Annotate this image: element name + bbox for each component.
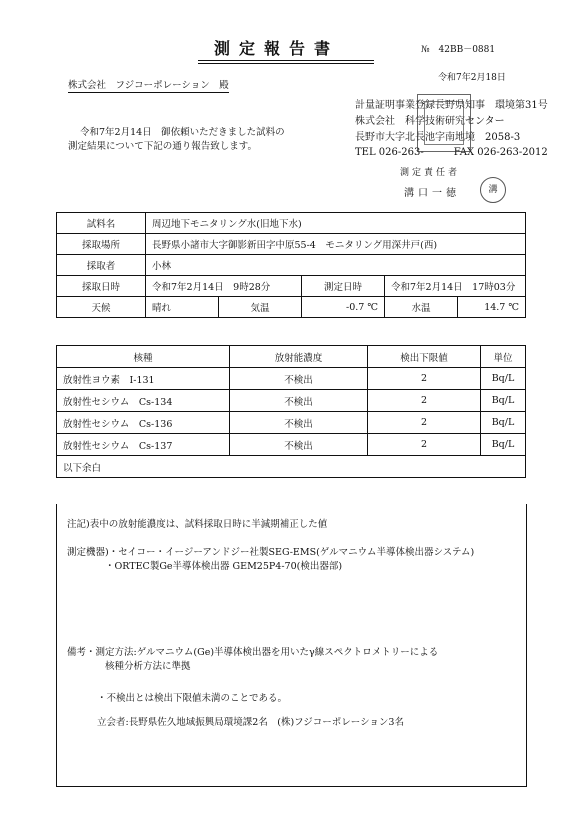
nuclide: 放射性ヨウ素 I-131 — [57, 368, 230, 390]
sample-place: 長野県小諸市大字御影新田字中原55-4 モニタリング用深井戸(西) — [146, 234, 526, 255]
unit: Bq/L — [481, 390, 526, 412]
measure-label: 測定日時 — [302, 276, 385, 297]
client-name: 株式会社 フジコーポレーション 殿 — [68, 77, 229, 93]
nuclide: 放射性セシウム Cs-134 — [57, 390, 230, 412]
sample-name-label: 試料名 — [57, 213, 146, 234]
report-number: № 42BB－0881 — [421, 45, 496, 55]
sample-name: 周辺地下モニタリング水(旧地下水) — [146, 213, 526, 234]
nuclide: 放射性セシウム Cs-136 — [57, 412, 230, 434]
header-detection-limit: 検出下限値 — [368, 346, 481, 368]
intro-line-1: 令和7年2月14日 御依頼いただきました試料の — [80, 127, 285, 138]
table-row — [57, 390, 526, 412]
company-seal-icon — [417, 94, 471, 152]
nuclide: 放射性セシウム Cs-137 — [57, 434, 230, 456]
weather: 晴れ — [146, 297, 219, 318]
intro-line-2: 測定結果について下記の通り報告致します。 — [68, 141, 258, 152]
note-correction: 注記)表中の放射能濃度は、試料採取日時に半減期補正した値 — [67, 519, 328, 530]
remark-not-detected: ・不検出とは検出下限値未満のことである。 — [97, 693, 288, 704]
detection-limit: 2 — [368, 368, 481, 390]
header-nuclide: 核種 — [57, 346, 230, 368]
collector-label: 採取者 — [57, 255, 146, 276]
air-temp-label: 気温 — [219, 297, 302, 318]
table-row — [57, 412, 526, 434]
place-label: 採取場所 — [57, 234, 146, 255]
lab-address: 長野市大字北長池字南地境 2058-3 — [355, 132, 521, 143]
collector: 小林 — [146, 255, 526, 276]
concentration: 不検出 — [230, 368, 368, 390]
measure-datetime: 令和7年2月14日 17時03分 — [385, 276, 526, 297]
air-temp: -0.7 ℃ — [302, 297, 385, 318]
water-temp: 14.7 ℃ — [458, 297, 526, 318]
unit: Bq/L — [481, 412, 526, 434]
table-row — [57, 456, 526, 478]
equipment-1: 測定機器)・セイコー・イージーアンドジー社製SEG-EMS(ゲルマニウム半導体検出器システム) — [67, 547, 475, 558]
concentration: 不検出 — [230, 412, 368, 434]
header-unit: 単位 — [481, 346, 526, 368]
weather-label: 天候 — [57, 297, 146, 318]
equipment-2: ・ORTEC製Ge半導体検出器 GEM25P4-70(検出器部) — [105, 561, 343, 572]
unit: Bq/L — [481, 368, 526, 390]
lab-registration: 計量証明事業登録長野県知事 環境第31号 — [355, 100, 548, 111]
sample-datetime: 令和7年2月14日 9時28分 — [146, 276, 302, 297]
datetime-label: 採取日時 — [57, 276, 146, 297]
personal-seal-icon: 溝 — [480, 177, 506, 203]
remark-method: 備考・測定方法:ゲルマニウム(Ge)半導体検出器を用いたγ線スペクトロメトリーによる — [67, 647, 439, 658]
unit: Bq/L — [481, 434, 526, 456]
detection-limit: 2 — [368, 390, 481, 412]
notes-box — [56, 504, 527, 787]
title-underline — [198, 60, 374, 61]
remark-method-2: 核種分析方法に準拠 — [105, 661, 191, 672]
detection-limit: 2 — [368, 434, 481, 456]
remainder-text: 以下余白 — [57, 456, 526, 478]
responsible-label: 測定責任者 — [400, 168, 461, 178]
lab-name: 株式会社 科学技術研究センター — [355, 116, 505, 127]
detection-limit: 2 — [368, 412, 481, 434]
results-table — [56, 345, 526, 478]
concentration: 不検出 — [230, 434, 368, 456]
table-row — [57, 434, 526, 456]
table-row — [57, 368, 526, 390]
title-underline-2 — [198, 63, 374, 64]
report-date: 令和7年2月18日 — [438, 73, 506, 83]
header-concentration: 放射能濃度 — [230, 346, 368, 368]
witness: 立会者:長野県佐久地域振興局環境課2名 (株)フジコーポレーション3名 — [97, 717, 404, 728]
sample-info-table — [56, 212, 526, 318]
lab-phone: TEL 026-263- FAX 026-263-2012 — [355, 147, 548, 158]
page-title: 測定報告書 — [214, 39, 340, 58]
responsible-name: 溝口一徳 — [404, 188, 460, 199]
water-temp-label: 水温 — [385, 297, 458, 318]
concentration: 不検出 — [230, 390, 368, 412]
